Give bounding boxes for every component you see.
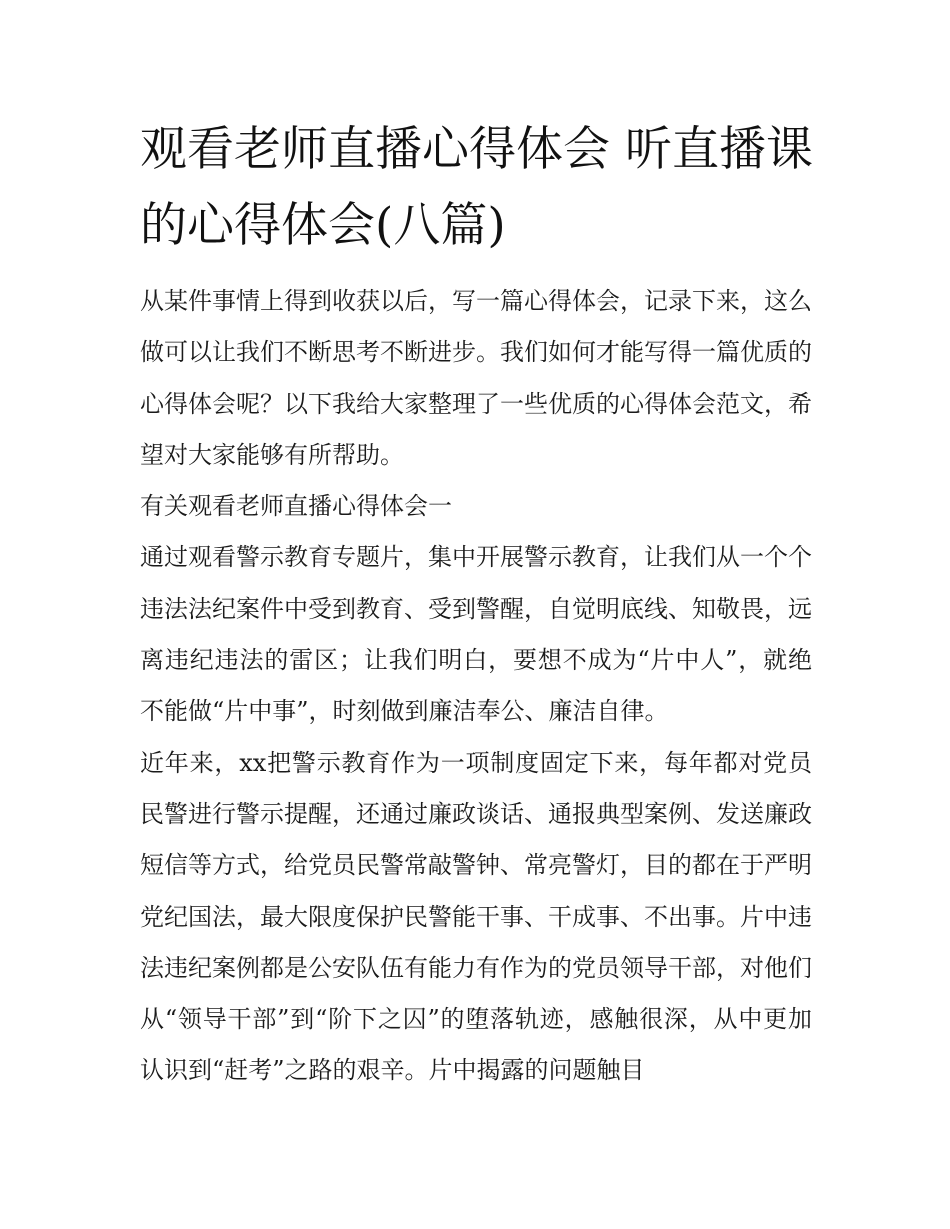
body-paragraph-1: 通过观看警示教育专题片，集中开展警示教育，让我们从一个个违法法纪案件中受到教育、受到警醒，自觉明底线、知敬畏，远离违纪违法的雷区；让我们明白，要想不成为“片中人”，就绝不能做“片中事”，时刻做到廉洁奉公、廉洁自律。 bbox=[140, 543, 812, 726]
intro-paragraph: 从某件事情上得到收获以后，写一篇心得体会，记录下来，这么做可以让我们不断思考不断进步。我们如何才能写得一篇优质的心得体会呢？以下我给大家整理了一些优质的心得体会范文，希望对大家能够有所帮助。 bbox=[140, 287, 812, 469]
document-body bbox=[140, 276, 812, 1097]
body-paragraph-2: 近年来，xx把警示教育作为一项制度固定下来，每年都对党员民警进行警示提醒，还通过廉政谈话、通报典型案例、发送廉政短信等方式，给党员民警常敲警钟、常亮警灯，目的都在于严明党纪国法，最大限度保护民警能干事、干成事、不出事。片中违法违纪案例都是公安队伍有能力有作为的党员领导干部，对他们从“领导干部”到“阶下之囚”的堕落轨迹，感触很深，从中更加认识到“赶考”之路的艰辛。片中揭露的问题触目 bbox=[140, 748, 812, 1085]
section-heading: 有关观看老师直播心得体会一 bbox=[140, 492, 452, 521]
document-title: 观看老师直播心得体会 听直播课的心得体会(八篇) bbox=[140, 122, 813, 253]
